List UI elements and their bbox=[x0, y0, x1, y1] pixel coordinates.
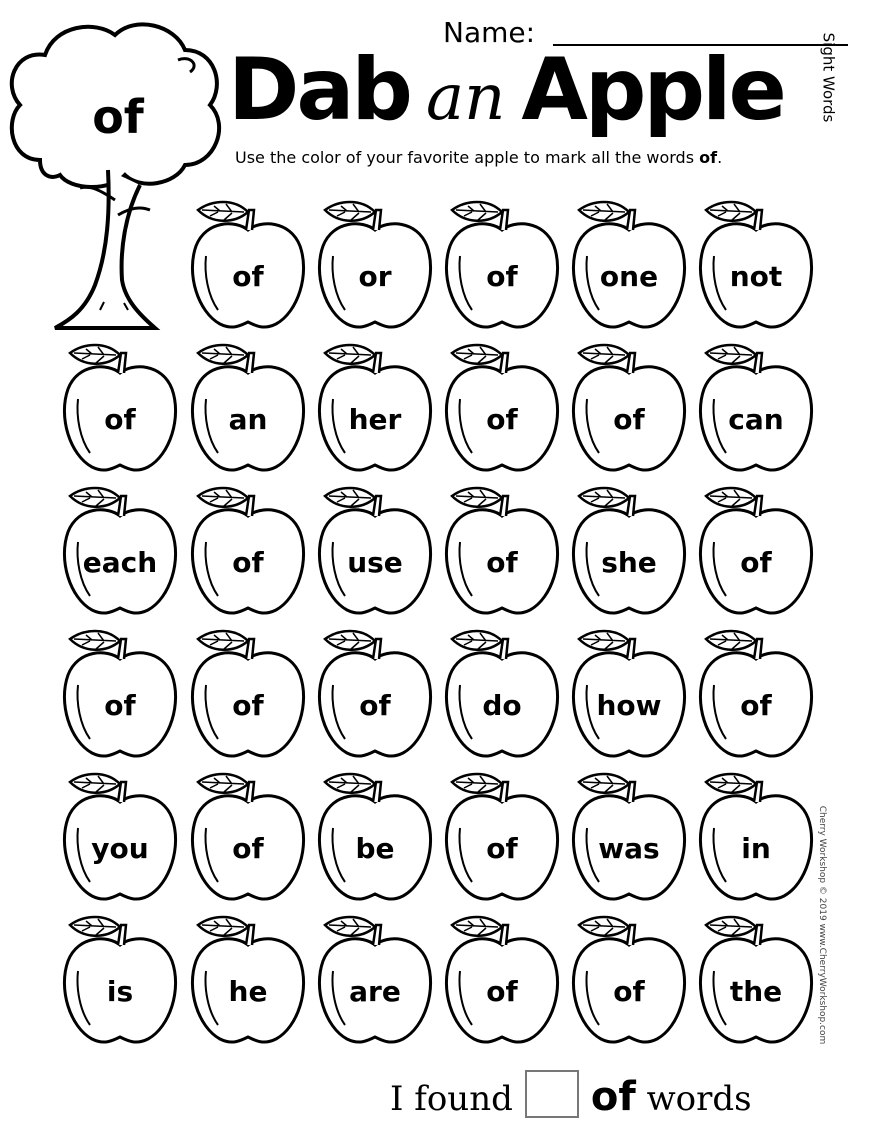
title-dab: Dab bbox=[228, 40, 410, 140]
apple-word-3-3[interactable] bbox=[313, 480, 437, 618]
apple-word-1-2[interactable] bbox=[313, 194, 437, 332]
apple-word-label: of bbox=[232, 832, 264, 865]
apple-word-4-1[interactable] bbox=[58, 623, 182, 761]
sight-words-text: Sight Words bbox=[819, 32, 838, 123]
apple-word-2-4[interactable] bbox=[440, 337, 564, 475]
apple-word-5-3[interactable] bbox=[313, 766, 437, 904]
apple-word-4-4[interactable] bbox=[440, 623, 564, 761]
apple-word-label: an bbox=[228, 403, 268, 436]
apple-word-3-2[interactable] bbox=[186, 480, 310, 618]
found-word: of bbox=[590, 1074, 636, 1120]
apple-word-label: in bbox=[741, 832, 771, 865]
apple-word-2-6[interactable] bbox=[694, 337, 818, 475]
apple-word-label: of bbox=[613, 403, 645, 436]
apple-word-6-1[interactable] bbox=[58, 909, 182, 1047]
instruction-after: . bbox=[717, 148, 723, 167]
apple-word-label: of bbox=[740, 689, 772, 722]
apple-word-label: of bbox=[486, 260, 518, 293]
page-title bbox=[228, 40, 784, 140]
found-before: I found bbox=[390, 1079, 513, 1119]
apple-word-label: of bbox=[613, 975, 645, 1008]
title-an: an bbox=[425, 61, 506, 135]
apple-word-5-4[interactable] bbox=[440, 766, 564, 904]
count-box[interactable] bbox=[525, 1070, 579, 1118]
apple-word-label: be bbox=[355, 832, 395, 865]
apple-word-label: of bbox=[232, 260, 264, 293]
apple-word-label: you bbox=[91, 832, 149, 865]
apple-word-label: of bbox=[104, 403, 136, 436]
target-word: of bbox=[92, 90, 144, 144]
apple-word-2-3[interactable] bbox=[313, 337, 437, 475]
apple-word-label: of bbox=[740, 546, 772, 579]
apple-word-label: the bbox=[729, 975, 783, 1008]
apple-word-label: was bbox=[598, 832, 660, 865]
apple-word-label: do bbox=[482, 689, 522, 722]
apple-word-label: of bbox=[232, 689, 264, 722]
found-after: words bbox=[646, 1079, 752, 1119]
apple-word-label: or bbox=[358, 260, 392, 293]
apple-word-label: of bbox=[359, 689, 391, 722]
apple-word-6-2[interactable] bbox=[186, 909, 310, 1047]
credit-text: Cherry Workshop © 2019 www.CherryWorkshop.com bbox=[817, 805, 827, 1045]
apple-word-5-1[interactable] bbox=[58, 766, 182, 904]
apple-word-3-1[interactable] bbox=[58, 480, 182, 618]
apple-word-3-6[interactable] bbox=[694, 480, 818, 618]
apple-word-6-5[interactable] bbox=[567, 909, 691, 1047]
apple-word-5-5[interactable] bbox=[567, 766, 691, 904]
apple-word-4-3[interactable] bbox=[313, 623, 437, 761]
instruction-before: Use the color of your favorite apple to mark all the words bbox=[235, 148, 695, 167]
found-count-line bbox=[390, 1070, 752, 1120]
apple-word-4-6[interactable] bbox=[694, 623, 818, 761]
apple-word-label: not bbox=[729, 260, 783, 293]
apple-word-label: how bbox=[596, 689, 662, 722]
credit bbox=[812, 800, 832, 1060]
apple-word-3-4[interactable] bbox=[440, 480, 564, 618]
apple-word-label: she bbox=[601, 546, 657, 579]
apple-word-2-1[interactable] bbox=[58, 337, 182, 475]
apple-word-label: are bbox=[349, 975, 401, 1008]
apple-word-label: he bbox=[228, 975, 268, 1008]
apple-word-1-3[interactable] bbox=[440, 194, 564, 332]
apple-word-label: is bbox=[106, 975, 134, 1008]
apple-word-1-1[interactable] bbox=[186, 194, 310, 332]
apple-word-label: of bbox=[486, 975, 518, 1008]
apple-word-label: her bbox=[348, 403, 402, 436]
apple-word-label: of bbox=[486, 832, 518, 865]
apple-word-5-6[interactable] bbox=[694, 766, 818, 904]
apple-word-6-3[interactable] bbox=[313, 909, 437, 1047]
apple-word-1-4[interactable] bbox=[567, 194, 691, 332]
apple-word-label: of bbox=[486, 546, 518, 579]
instruction-text bbox=[235, 148, 722, 167]
apple-word-label: one bbox=[599, 260, 659, 293]
sight-words-label bbox=[800, 34, 856, 134]
apple-word-6-4[interactable] bbox=[440, 909, 564, 1047]
apple-word-label: use bbox=[347, 546, 403, 579]
name-label: Name: bbox=[443, 16, 536, 49]
apple-word-3-5[interactable] bbox=[567, 480, 691, 618]
apple-word-5-2[interactable] bbox=[186, 766, 310, 904]
apple-word-6-6[interactable] bbox=[694, 909, 818, 1047]
apple-word-4-2[interactable] bbox=[186, 623, 310, 761]
apple-word-label: of bbox=[486, 403, 518, 436]
apple-word-1-5[interactable] bbox=[694, 194, 818, 332]
apple-word-label: each bbox=[82, 546, 158, 579]
apple-word-label: of bbox=[232, 546, 264, 579]
title-apple: Apple bbox=[521, 40, 784, 140]
apple-word-label: can bbox=[728, 403, 784, 436]
apple-word-2-5[interactable] bbox=[567, 337, 691, 475]
apple-word-2-2[interactable] bbox=[186, 337, 310, 475]
instruction-word: of bbox=[699, 148, 718, 167]
apple-word-label: of bbox=[104, 689, 136, 722]
apple-word-4-5[interactable] bbox=[567, 623, 691, 761]
